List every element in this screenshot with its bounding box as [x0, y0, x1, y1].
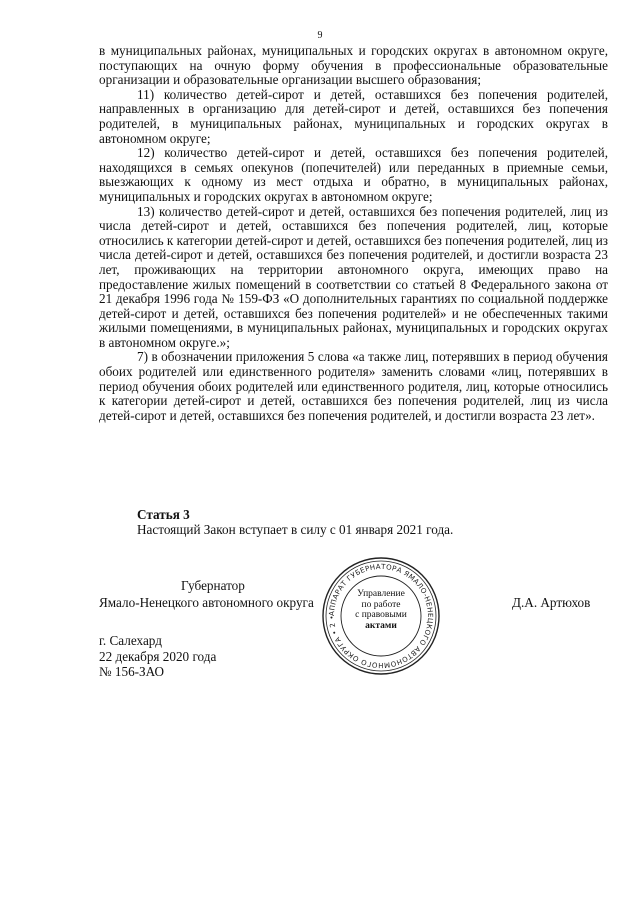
enactment-details: [99, 633, 216, 680]
paragraph-item-12: 12) количество детей-сирот и детей, оставшихся без попечения родителей, находящихся в семьях опекунов (попечителей) или переданных в приемные семьи, выезжающих к одному из мест отдыха и обратно, в муниципальных районах, муниципальных и городских округах в автономном округе;: [99, 145, 608, 204]
paragraph-item-11: 11) количество детей-сирот и детей, оставшихся без попечения родителей, направленных в организацию для детей-сирот и детей, оставшихся без попечения родителей, в муниципальных районах, муниципальных и городских округах в автономном округе;: [99, 86, 608, 146]
seal-center-text: Управление по работе с правовыми актами: [355, 589, 407, 631]
signatory-region: Ямало-Ненецкого автономного округа: [99, 595, 314, 610]
date: 22 декабря 2020 года: [99, 648, 217, 664]
seal-ring-text: АППАРАТ ГУБЕРНАТОРА ЯМАЛО-НЕНЕЦКОГО АВТОНОМНОГО ОКРУГА • 2 •: [327, 562, 435, 670]
paragraph: в муниципальных районах, муниципальных и городских округах в автономном округе, поступающих на очную форму обучения в профессиональные образовательные организации и образовательные организации высшего образования;: [99, 43, 608, 88]
page-number: 9: [317, 30, 323, 41]
article-heading: Статья 3: [137, 507, 190, 522]
signatory-title: Губернатор: [181, 578, 245, 593]
paragraph-item-7: 7) в обозначении приложения 5 слова «а также лиц, потерявших в период обучения обоих родителей или единственного родителя» заменить словами «лиц, потерявших в период обучения обоих родителей или единственного родителя, лиц, которые относились к категории детей-сирот и детей, оставшихся без попечения родителей, лиц из числа детей-сирот и детей, оставшихся без попечения родителей, и достигли возраста 23 лет».: [99, 349, 608, 423]
signatory-name: Д.А. Артюхов: [512, 595, 591, 610]
place: г. Салехард: [99, 633, 162, 648]
document-body: [99, 44, 608, 423]
article-text: Настоящий Закон вступает в силу с 01 января 2021 года.: [137, 522, 454, 537]
article-3: [137, 507, 617, 537]
paragraph-item-13: 13) количество детей-сирот и детей, оставшихся без попечения родителей, лиц из числа детей-сирот и детей, оставшихся без попечения родителей, лиц, которые относились к категории детей-сирот и детей, оставшихся без попечения родителей, лиц из числа детей-сирот и детей, оставшихся без попечения родителей, и достигли возраста 23 лет, проживающих на территории автономного округа, имеющих право на предоставление жилых помещений в соответствии со статьей 8 Федерального закона от 21 декабря 1996 года № 159-ФЗ «О дополнительных гарантиях по социальной поддержке детей-сирот и детей, оставшихся без попечения родителей» и не обеспеченных такими жилыми помещениями, в муниципальных районах, муниципальных и городских округах в автономном округе.»;: [99, 203, 608, 350]
law-number: № 156-ЗАО: [99, 664, 165, 679]
